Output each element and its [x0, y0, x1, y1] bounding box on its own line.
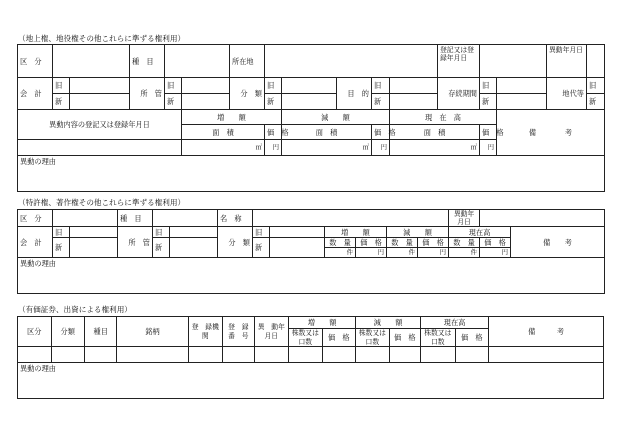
s1-zogaku-label: 増 額 [182, 110, 282, 125]
s2-kaikei-kyu-label: 旧 [53, 227, 70, 238]
s1-mokuteki-shin-value[interactable] [390, 94, 438, 110]
s1-bunrui-shin-label: 新 [265, 94, 282, 110]
s1-mokuteki-label: 目 的 [337, 78, 372, 110]
s1-shokan-kyu-label: 旧 [165, 78, 182, 94]
s3-toroku-kikan-label: 登 録機 関 [188, 317, 223, 347]
s2-biko-label: 備 考 [511, 227, 605, 258]
s1-shokan-shin-value[interactable] [182, 94, 230, 110]
s1-bunrui-shin-value[interactable] [282, 94, 337, 110]
s1-ido-naiyo-value[interactable] [18, 140, 182, 156]
s1-kaikei-kyu-label: 旧 [53, 78, 70, 94]
s1-kubun-label: 区 分 [18, 45, 53, 78]
s2-shokan-shin-value[interactable] [170, 238, 218, 258]
s1-shokan-label: 所 管 [130, 78, 165, 110]
s3-bunrui-value[interactable] [51, 347, 85, 363]
s3-zo-kabusu-value[interactable] [289, 347, 323, 363]
s3-bunrui-label: 分類 [51, 317, 85, 347]
s1-row-shin [18, 94, 605, 110]
s3-gengaku-label: 減 額 [356, 317, 421, 329]
s3-biko-value[interactable] [489, 347, 604, 363]
s3-biko-label: 備 考 [489, 317, 604, 347]
section1-title: （地上権、地役権その他これらに準ずる権利用） [18, 34, 186, 43]
s1-gen-menseki-label: 面 積 [282, 125, 372, 140]
s2-now-kakaku-label: 価 格 [480, 238, 511, 248]
s2-gen-kakaku-value[interactable]: 円 [418, 248, 449, 258]
s1-ido-date-label: 異動年月日 [547, 45, 587, 78]
s1-shokan-shin-label: 新 [165, 94, 182, 110]
s1-row-change-header [18, 110, 605, 125]
s1-mokuteki-shin-label: 新 [372, 94, 390, 110]
s1-now-kakaku-value[interactable]: 円 [480, 140, 497, 156]
s3-gen-kabusu-value[interactable] [356, 347, 390, 363]
section1-form-table [17, 44, 605, 192]
s1-zo-menseki-value[interactable]: ㎡ [182, 140, 265, 156]
s1-bunrui-label: 分 類 [230, 78, 265, 110]
s1-kubun-value[interactable] [53, 45, 130, 78]
s3-toroku-bango-value[interactable] [223, 347, 254, 363]
s2-row-basic [18, 210, 605, 227]
s1-mokuteki-kyu-value[interactable] [390, 78, 438, 94]
s2-kaikei-kyu-value[interactable] [70, 227, 118, 238]
s3-shumoku-value[interactable] [85, 347, 117, 363]
s1-zo-menseki-label: 面 積 [182, 125, 265, 140]
s1-sonzoku-kyu-value[interactable] [497, 78, 547, 94]
s1-sonzoku-label: 存続期間 [438, 78, 480, 110]
s3-ido-date-label: 異 動年月日 [254, 317, 289, 347]
s1-biko-label: 備 考 [497, 110, 605, 156]
s2-shokan-shin-label: 新 [153, 238, 170, 258]
s1-gengaku-label: 減 額 [282, 110, 390, 125]
s2-shokan-label: 所 管 [118, 227, 153, 258]
s2-ido-date-value[interactable] [480, 210, 605, 227]
s3-now-kakaku-value[interactable] [455, 347, 489, 363]
s3-gen-kakaku-label: 価 格 [389, 329, 420, 347]
s2-now-kakaku-value[interactable]: 円 [480, 248, 511, 258]
s1-zo-kakaku-value[interactable]: 円 [265, 140, 282, 156]
s3-meigara-label: 銘柄 [117, 317, 188, 347]
s2-now-suryo-value[interactable]: 件 [449, 248, 480, 258]
s3-now-kabusu-value[interactable] [421, 347, 456, 363]
s1-gen-kakaku-value[interactable]: 円 [372, 140, 390, 156]
s1-toki-date-label: 登記又は登録年月日 [438, 45, 480, 78]
s2-genzaidaka-label: 現在高 [449, 227, 511, 238]
s1-now-kakaku-label: 価 格 [480, 125, 497, 140]
s1-ido-date-value[interactable] [587, 45, 605, 78]
s1-shozaichi-value[interactable] [265, 45, 438, 78]
s2-riyu-field[interactable]: 異動の理由 [18, 258, 605, 294]
s3-zo-kabusu-label: 株数又は口数 [289, 329, 323, 347]
s3-toroku-bango-label: 登 録番 号 [223, 317, 254, 347]
s2-kaikei-label: 会 計 [18, 227, 53, 258]
s3-toroku-kikan-value[interactable] [188, 347, 223, 363]
s3-kubun-label: 区分 [18, 317, 52, 347]
s3-row-reason [18, 363, 604, 399]
s1-kaikei-label: 会 計 [18, 78, 53, 110]
s3-ido-date-value[interactable] [254, 347, 289, 363]
s1-ido-naiyo-label: 異動内容の登記又は登録年月日 [18, 110, 182, 140]
s3-shumoku-label: 種目 [85, 317, 117, 347]
s2-shokan-kyu-label: 旧 [153, 227, 170, 238]
s1-row-reason [18, 156, 605, 192]
s2-shumoku-value[interactable] [153, 210, 218, 227]
s3-genzaidaka-label: 現在高 [421, 317, 489, 329]
s2-zo-suryo-value[interactable]: 件 [325, 248, 356, 258]
s1-now-menseki-value[interactable]: ㎡ [390, 140, 480, 156]
s3-row-header-top [18, 317, 604, 329]
s2-bunrui-label: 分 類 [218, 227, 253, 258]
s2-kaikei-shin-value[interactable] [70, 238, 118, 258]
s1-kaikei-kyu-value[interactable] [70, 78, 130, 94]
s2-shumoku-label: 種 目 [118, 210, 153, 227]
s3-now-kabusu-label: 株数又は口数 [421, 329, 456, 347]
s2-gengaku-label: 減 額 [387, 227, 449, 238]
s3-zo-kakaku-value[interactable] [322, 347, 356, 363]
s3-gen-kabusu-label: 株数又は口数 [356, 329, 390, 347]
s3-gen-kakaku-value[interactable] [389, 347, 420, 363]
s2-bunrui-shin-value[interactable] [270, 238, 325, 258]
s2-kubun-value[interactable] [53, 210, 118, 227]
s1-row-basic [18, 45, 605, 78]
s2-meisho-value[interactable] [253, 210, 449, 227]
s3-kubun-value[interactable] [18, 347, 52, 363]
s2-gen-suryo-value[interactable]: 件 [387, 248, 418, 258]
s1-riyu-field[interactable]: 異動の理由 [18, 156, 605, 192]
s1-mokuteki-kyu-label: 旧 [372, 78, 390, 94]
s1-zo-kakaku-label: 価 格 [265, 125, 282, 140]
s2-zogaku-label: 増 額 [325, 227, 387, 238]
s2-ido-date-label: 異動年月日 [449, 210, 480, 227]
s2-bunrui-shin-label: 新 [253, 238, 270, 258]
s3-zogaku-label: 増 額 [289, 317, 356, 329]
s1-row-kyu [18, 78, 605, 94]
s3-now-kakaku-label: 価 格 [455, 329, 489, 347]
s2-row-kyu-header [18, 227, 605, 238]
s1-sonzoku-kyu-label: 旧 [480, 78, 497, 94]
s3-row-values [18, 347, 604, 363]
s2-zo-kakaku-label: 価 格 [356, 238, 387, 248]
s2-meisho-label: 名 称 [218, 210, 253, 227]
s2-bunrui-kyu-value[interactable] [270, 227, 325, 238]
s1-sonzoku-shin-label: 新 [480, 94, 497, 110]
s3-meigara-value[interactable] [117, 347, 188, 363]
section2-form-table [17, 209, 605, 294]
s1-shozaichi-label: 所在地 [230, 45, 265, 78]
s1-kaikei-shin-value[interactable] [70, 94, 130, 110]
s1-shokan-kyu-value[interactable] [182, 78, 230, 94]
s1-chidai-shin-label: 新 [587, 94, 605, 110]
s1-gen-kakaku-label: 価 格 [372, 125, 390, 140]
s1-shumoku-value[interactable] [165, 45, 230, 78]
s2-zo-suryo-label: 数 量 [325, 238, 356, 248]
s1-shumoku-label: 種 目 [130, 45, 165, 78]
s2-kubun-label: 区 分 [18, 210, 53, 227]
s2-now-suryo-label: 数 量 [449, 238, 480, 248]
s1-genzaidaka-label: 現 在 高 [390, 110, 497, 125]
s2-zo-kakaku-value[interactable]: 円 [356, 248, 387, 258]
s2-gen-suryo-label: 数 量 [387, 238, 418, 248]
s2-bunrui-kyu-label: 旧 [253, 227, 270, 238]
s1-chidai-kyu-label: 旧 [587, 78, 605, 94]
s1-toki-date-value[interactable] [480, 45, 547, 78]
s1-sonzoku-shin-value[interactable] [497, 94, 547, 110]
s2-shokan-kyu-value[interactable] [170, 227, 218, 238]
s1-chidai-label: 地代等 [547, 78, 587, 110]
s1-gen-menseki-value[interactable]: ㎡ [282, 140, 372, 156]
s3-zo-kakaku-label: 価 格 [322, 329, 356, 347]
s2-row-reason [18, 258, 605, 294]
s3-riyu-field[interactable]: 異動の理由 [18, 363, 604, 399]
s1-kaikei-shin-label: 新 [53, 94, 70, 110]
s1-bunrui-kyu-label: 旧 [265, 78, 282, 94]
section3-title: （有価証券、出資による権利用） [18, 305, 132, 314]
s1-bunrui-kyu-value[interactable] [282, 78, 337, 94]
s1-now-menseki-label: 面 積 [390, 125, 480, 140]
section2-title: （特許権、著作権その他これらに準ずる権利用） [18, 198, 186, 207]
s2-kaikei-shin-label: 新 [53, 238, 70, 258]
section3-form-table [17, 316, 604, 399]
s2-gen-kakaku-label: 価 格 [418, 238, 449, 248]
